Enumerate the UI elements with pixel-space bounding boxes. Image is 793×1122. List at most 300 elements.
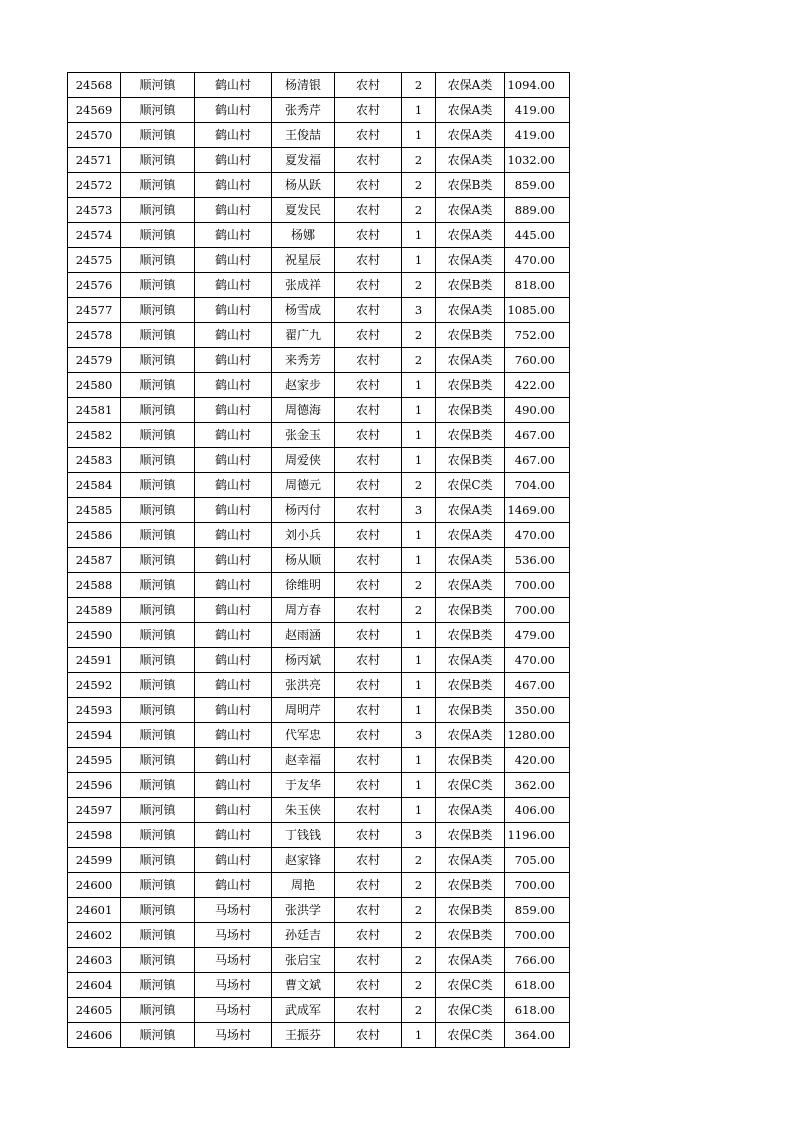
town-cell: 顺河镇 (121, 98, 195, 123)
amount-cell: 766.00 (505, 948, 570, 973)
category-cell: 农村 (335, 873, 402, 898)
village-cell: 马场村 (195, 898, 272, 923)
amount-cell: 419.00 (505, 98, 570, 123)
row-id-cell: 24589 (68, 598, 121, 623)
count-cell: 1 (402, 648, 436, 673)
amount-cell: 467.00 (505, 423, 570, 448)
data-table (67, 72, 570, 1048)
row-id-cell: 24585 (68, 498, 121, 523)
category-cell: 农村 (335, 923, 402, 948)
village-cell: 马场村 (195, 1023, 272, 1048)
village-cell: 鹤山村 (195, 698, 272, 723)
amount-cell: 467.00 (505, 448, 570, 473)
row-id-cell: 24587 (68, 548, 121, 573)
table-row (68, 948, 570, 973)
category-cell: 农村 (335, 623, 402, 648)
count-cell: 2 (402, 973, 436, 998)
amount-cell: 536.00 (505, 548, 570, 573)
category-cell: 农村 (335, 173, 402, 198)
village-cell: 鹤山村 (195, 298, 272, 323)
table-row (68, 998, 570, 1023)
amount-cell: 470.00 (505, 523, 570, 548)
table-row (68, 598, 570, 623)
insurance-type-cell: 农保B类 (436, 923, 505, 948)
amount-cell: 700.00 (505, 873, 570, 898)
town-cell: 顺河镇 (121, 848, 195, 873)
insurance-type-cell: 农保B类 (436, 373, 505, 398)
village-cell: 鹤山村 (195, 73, 272, 98)
amount-cell: 1280.00 (505, 723, 570, 748)
name-cell: 杨丙斌 (272, 648, 335, 673)
insurance-type-cell: 农保A类 (436, 348, 505, 373)
name-cell: 武成军 (272, 998, 335, 1023)
table-row (68, 348, 570, 373)
name-cell: 杨清银 (272, 73, 335, 98)
table-row (68, 448, 570, 473)
row-id-cell: 24601 (68, 898, 121, 923)
town-cell: 顺河镇 (121, 773, 195, 798)
insurance-type-cell: 农保A类 (436, 548, 505, 573)
count-cell: 1 (402, 673, 436, 698)
name-cell: 周德海 (272, 398, 335, 423)
table-row (68, 473, 570, 498)
name-cell: 杨从顺 (272, 548, 335, 573)
village-cell: 鹤山村 (195, 673, 272, 698)
category-cell: 农村 (335, 248, 402, 273)
name-cell: 张秀芹 (272, 98, 335, 123)
count-cell: 1 (402, 373, 436, 398)
table-row (68, 573, 570, 598)
count-cell: 1 (402, 748, 436, 773)
row-id-cell: 24575 (68, 248, 121, 273)
row-id-cell: 24593 (68, 698, 121, 723)
row-id-cell: 24606 (68, 1023, 121, 1048)
insurance-type-cell: 农保A类 (436, 98, 505, 123)
town-cell: 顺河镇 (121, 798, 195, 823)
amount-cell: 350.00 (505, 698, 570, 723)
table-row (68, 423, 570, 448)
amount-cell: 445.00 (505, 223, 570, 248)
town-cell: 顺河镇 (121, 623, 195, 648)
category-cell: 农村 (335, 73, 402, 98)
count-cell: 2 (402, 573, 436, 598)
row-id-cell: 24579 (68, 348, 121, 373)
village-cell: 鹤山村 (195, 223, 272, 248)
row-id-cell: 24592 (68, 673, 121, 698)
village-cell: 鹤山村 (195, 198, 272, 223)
name-cell: 于友华 (272, 773, 335, 798)
table-row (68, 673, 570, 698)
village-cell: 鹤山村 (195, 623, 272, 648)
row-id-cell: 24595 (68, 748, 121, 773)
village-cell: 鹤山村 (195, 323, 272, 348)
amount-cell: 818.00 (505, 273, 570, 298)
amount-cell: 700.00 (505, 573, 570, 598)
insurance-type-cell: 农保B类 (436, 398, 505, 423)
town-cell: 顺河镇 (121, 198, 195, 223)
row-id-cell: 24600 (68, 873, 121, 898)
category-cell: 农村 (335, 373, 402, 398)
name-cell: 杨雪成 (272, 298, 335, 323)
town-cell: 顺河镇 (121, 523, 195, 548)
table-row (68, 373, 570, 398)
category-cell: 农村 (335, 98, 402, 123)
town-cell: 顺河镇 (121, 373, 195, 398)
count-cell: 1 (402, 798, 436, 823)
town-cell: 顺河镇 (121, 598, 195, 623)
row-id-cell: 24576 (68, 273, 121, 298)
table-row (68, 398, 570, 423)
insurance-type-cell: 农保B类 (436, 448, 505, 473)
category-cell: 农村 (335, 748, 402, 773)
amount-cell: 422.00 (505, 373, 570, 398)
category-cell: 农村 (335, 698, 402, 723)
count-cell: 2 (402, 948, 436, 973)
category-cell: 农村 (335, 573, 402, 598)
insurance-type-cell: 农保A类 (436, 123, 505, 148)
count-cell: 1 (402, 548, 436, 573)
amount-cell: 1094.00 (505, 73, 570, 98)
village-cell: 鹤山村 (195, 448, 272, 473)
town-cell: 顺河镇 (121, 248, 195, 273)
town-cell: 顺河镇 (121, 873, 195, 898)
village-cell: 鹤山村 (195, 848, 272, 873)
name-cell: 张启宝 (272, 948, 335, 973)
village-cell: 鹤山村 (195, 423, 272, 448)
count-cell: 1 (402, 223, 436, 248)
category-cell: 农村 (335, 398, 402, 423)
village-cell: 马场村 (195, 973, 272, 998)
row-id-cell: 24588 (68, 573, 121, 598)
category-cell: 农村 (335, 348, 402, 373)
category-cell: 农村 (335, 798, 402, 823)
row-id-cell: 24574 (68, 223, 121, 248)
amount-cell: 700.00 (505, 598, 570, 623)
village-cell: 鹤山村 (195, 598, 272, 623)
count-cell: 1 (402, 698, 436, 723)
table-row (68, 873, 570, 898)
table-row (68, 498, 570, 523)
amount-cell: 470.00 (505, 648, 570, 673)
name-cell: 张洪学 (272, 898, 335, 923)
town-cell: 顺河镇 (121, 498, 195, 523)
table-row (68, 698, 570, 723)
row-id-cell: 24580 (68, 373, 121, 398)
table-row (68, 548, 570, 573)
village-cell: 鹤山村 (195, 498, 272, 523)
town-cell: 顺河镇 (121, 673, 195, 698)
amount-cell: 752.00 (505, 323, 570, 348)
amount-cell: 705.00 (505, 848, 570, 873)
name-cell: 周爱侠 (272, 448, 335, 473)
town-cell: 顺河镇 (121, 73, 195, 98)
village-cell: 鹤山村 (195, 798, 272, 823)
count-cell: 3 (402, 723, 436, 748)
count-cell: 2 (402, 848, 436, 873)
insurance-type-cell: 农保A类 (436, 148, 505, 173)
count-cell: 2 (402, 873, 436, 898)
table-row (68, 148, 570, 173)
row-id-cell: 24586 (68, 523, 121, 548)
count-cell: 2 (402, 898, 436, 923)
village-cell: 鹤山村 (195, 398, 272, 423)
name-cell: 王振芬 (272, 1023, 335, 1048)
village-cell: 鹤山村 (195, 123, 272, 148)
table-body (68, 73, 570, 1048)
amount-cell: 859.00 (505, 898, 570, 923)
category-cell: 农村 (335, 448, 402, 473)
town-cell: 顺河镇 (121, 223, 195, 248)
amount-cell: 760.00 (505, 348, 570, 373)
table-row (68, 973, 570, 998)
count-cell: 2 (402, 323, 436, 348)
insurance-type-cell: 农保B类 (436, 423, 505, 448)
town-cell: 顺河镇 (121, 298, 195, 323)
name-cell: 赵雨涵 (272, 623, 335, 648)
row-id-cell: 24581 (68, 398, 121, 423)
amount-cell: 420.00 (505, 748, 570, 773)
table-row (68, 798, 570, 823)
village-cell: 鹤山村 (195, 648, 272, 673)
name-cell: 徐维明 (272, 573, 335, 598)
insurance-type-cell: 农保B类 (436, 323, 505, 348)
insurance-type-cell: 农保A类 (436, 648, 505, 673)
town-cell: 顺河镇 (121, 723, 195, 748)
row-id-cell: 24577 (68, 298, 121, 323)
insurance-type-cell: 农保B类 (436, 873, 505, 898)
table-row (68, 923, 570, 948)
village-cell: 鹤山村 (195, 473, 272, 498)
count-cell: 1 (402, 773, 436, 798)
amount-cell: 704.00 (505, 473, 570, 498)
category-cell: 农村 (335, 223, 402, 248)
insurance-type-cell: 农保C类 (436, 998, 505, 1023)
insurance-type-cell: 农保B类 (436, 898, 505, 923)
name-cell: 周方春 (272, 598, 335, 623)
category-cell: 农村 (335, 1023, 402, 1048)
table-row (68, 898, 570, 923)
category-cell: 农村 (335, 998, 402, 1023)
village-cell: 鹤山村 (195, 773, 272, 798)
count-cell: 3 (402, 498, 436, 523)
count-cell: 1 (402, 523, 436, 548)
row-id-cell: 24570 (68, 123, 121, 148)
amount-cell: 618.00 (505, 998, 570, 1023)
category-cell: 农村 (335, 273, 402, 298)
category-cell: 农村 (335, 673, 402, 698)
category-cell: 农村 (335, 498, 402, 523)
category-cell: 农村 (335, 298, 402, 323)
count-cell: 2 (402, 198, 436, 223)
name-cell: 孙廷吉 (272, 923, 335, 948)
table-row (68, 623, 570, 648)
table-row (68, 198, 570, 223)
table-row (68, 723, 570, 748)
insurance-type-cell: 农保C类 (436, 973, 505, 998)
table-row (68, 523, 570, 548)
town-cell: 顺河镇 (121, 148, 195, 173)
town-cell: 顺河镇 (121, 123, 195, 148)
town-cell: 顺河镇 (121, 548, 195, 573)
town-cell: 顺河镇 (121, 898, 195, 923)
category-cell: 农村 (335, 523, 402, 548)
category-cell: 农村 (335, 423, 402, 448)
insurance-type-cell: 农保A类 (436, 248, 505, 273)
insurance-type-cell: 农保A类 (436, 298, 505, 323)
count-cell: 2 (402, 348, 436, 373)
insurance-type-cell: 农保B类 (436, 273, 505, 298)
amount-cell: 364.00 (505, 1023, 570, 1048)
amount-cell: 406.00 (505, 798, 570, 823)
count-cell: 3 (402, 298, 436, 323)
name-cell: 张成祥 (272, 273, 335, 298)
table-row (68, 273, 570, 298)
table-row (68, 1023, 570, 1048)
insurance-type-cell: 农保B类 (436, 748, 505, 773)
table-row (68, 173, 570, 198)
row-id-cell: 24583 (68, 448, 121, 473)
count-cell: 2 (402, 273, 436, 298)
insurance-type-cell: 农保A类 (436, 198, 505, 223)
name-cell: 王俊喆 (272, 123, 335, 148)
row-id-cell: 24569 (68, 98, 121, 123)
insurance-type-cell: 农保B类 (436, 698, 505, 723)
town-cell: 顺河镇 (121, 948, 195, 973)
insurance-type-cell: 农保A类 (436, 798, 505, 823)
table-row (68, 823, 570, 848)
row-id-cell: 24582 (68, 423, 121, 448)
insurance-type-cell: 农保B类 (436, 673, 505, 698)
amount-cell: 700.00 (505, 923, 570, 948)
count-cell: 1 (402, 248, 436, 273)
amount-cell: 889.00 (505, 198, 570, 223)
count-cell: 2 (402, 173, 436, 198)
village-cell: 马场村 (195, 923, 272, 948)
count-cell: 3 (402, 823, 436, 848)
town-cell: 顺河镇 (121, 748, 195, 773)
name-cell: 杨娜 (272, 223, 335, 248)
row-id-cell: 24596 (68, 773, 121, 798)
town-cell: 顺河镇 (121, 573, 195, 598)
count-cell: 2 (402, 998, 436, 1023)
insurance-type-cell: 农保A类 (436, 848, 505, 873)
name-cell: 夏发民 (272, 198, 335, 223)
insurance-type-cell: 农保B类 (436, 598, 505, 623)
category-cell: 农村 (335, 148, 402, 173)
count-cell: 1 (402, 623, 436, 648)
town-cell: 顺河镇 (121, 1023, 195, 1048)
village-cell: 鹤山村 (195, 173, 272, 198)
town-cell: 顺河镇 (121, 423, 195, 448)
table-row (68, 98, 570, 123)
row-id-cell: 24590 (68, 623, 121, 648)
count-cell: 1 (402, 423, 436, 448)
amount-cell: 1196.00 (505, 823, 570, 848)
category-cell: 农村 (335, 948, 402, 973)
name-cell: 刘小兵 (272, 523, 335, 548)
row-id-cell: 24568 (68, 73, 121, 98)
amount-cell: 470.00 (505, 248, 570, 273)
category-cell: 农村 (335, 723, 402, 748)
name-cell: 杨丙付 (272, 498, 335, 523)
village-cell: 鹤山村 (195, 573, 272, 598)
table-row (68, 223, 570, 248)
town-cell: 顺河镇 (121, 698, 195, 723)
insurance-type-cell: 农保A类 (436, 573, 505, 598)
row-id-cell: 24591 (68, 648, 121, 673)
category-cell: 农村 (335, 823, 402, 848)
insurance-type-cell: 农保A类 (436, 948, 505, 973)
name-cell: 赵家步 (272, 373, 335, 398)
town-cell: 顺河镇 (121, 973, 195, 998)
row-id-cell: 24602 (68, 923, 121, 948)
category-cell: 农村 (335, 323, 402, 348)
name-cell: 夏发福 (272, 148, 335, 173)
category-cell: 农村 (335, 598, 402, 623)
table-row (68, 73, 570, 98)
table-row (68, 323, 570, 348)
category-cell: 农村 (335, 848, 402, 873)
category-cell: 农村 (335, 648, 402, 673)
insurance-type-cell: 农保B类 (436, 173, 505, 198)
town-cell: 顺河镇 (121, 473, 195, 498)
category-cell: 农村 (335, 198, 402, 223)
town-cell: 顺河镇 (121, 998, 195, 1023)
row-id-cell: 24573 (68, 198, 121, 223)
category-cell: 农村 (335, 123, 402, 148)
category-cell: 农村 (335, 898, 402, 923)
category-cell: 农村 (335, 973, 402, 998)
table-row (68, 848, 570, 873)
count-cell: 2 (402, 923, 436, 948)
count-cell: 1 (402, 98, 436, 123)
name-cell: 张金玉 (272, 423, 335, 448)
name-cell: 赵家锋 (272, 848, 335, 873)
name-cell: 周明芹 (272, 698, 335, 723)
name-cell: 赵幸福 (272, 748, 335, 773)
name-cell: 杨从跃 (272, 173, 335, 198)
town-cell: 顺河镇 (121, 823, 195, 848)
village-cell: 鹤山村 (195, 823, 272, 848)
name-cell: 朱玉侠 (272, 798, 335, 823)
row-id-cell: 24604 (68, 973, 121, 998)
amount-cell: 1085.00 (505, 298, 570, 323)
name-cell: 丁钱钱 (272, 823, 335, 848)
table-row (68, 748, 570, 773)
amount-cell: 1469.00 (505, 498, 570, 523)
row-id-cell: 24597 (68, 798, 121, 823)
name-cell: 曹文斌 (272, 973, 335, 998)
count-cell: 1 (402, 398, 436, 423)
village-cell: 鹤山村 (195, 748, 272, 773)
amount-cell: 490.00 (505, 398, 570, 423)
insurance-type-cell: 农保A类 (436, 723, 505, 748)
row-id-cell: 24605 (68, 998, 121, 1023)
village-cell: 鹤山村 (195, 873, 272, 898)
insurance-type-cell: 农保C类 (436, 473, 505, 498)
insurance-type-cell: 农保C类 (436, 1023, 505, 1048)
category-cell: 农村 (335, 473, 402, 498)
count-cell: 2 (402, 148, 436, 173)
insurance-type-cell: 农保A类 (436, 523, 505, 548)
name-cell: 来秀芳 (272, 348, 335, 373)
village-cell: 鹤山村 (195, 148, 272, 173)
insurance-type-cell: 农保A类 (436, 73, 505, 98)
amount-cell: 467.00 (505, 673, 570, 698)
name-cell: 张洪亮 (272, 673, 335, 698)
village-cell: 鹤山村 (195, 348, 272, 373)
table-row (68, 648, 570, 673)
